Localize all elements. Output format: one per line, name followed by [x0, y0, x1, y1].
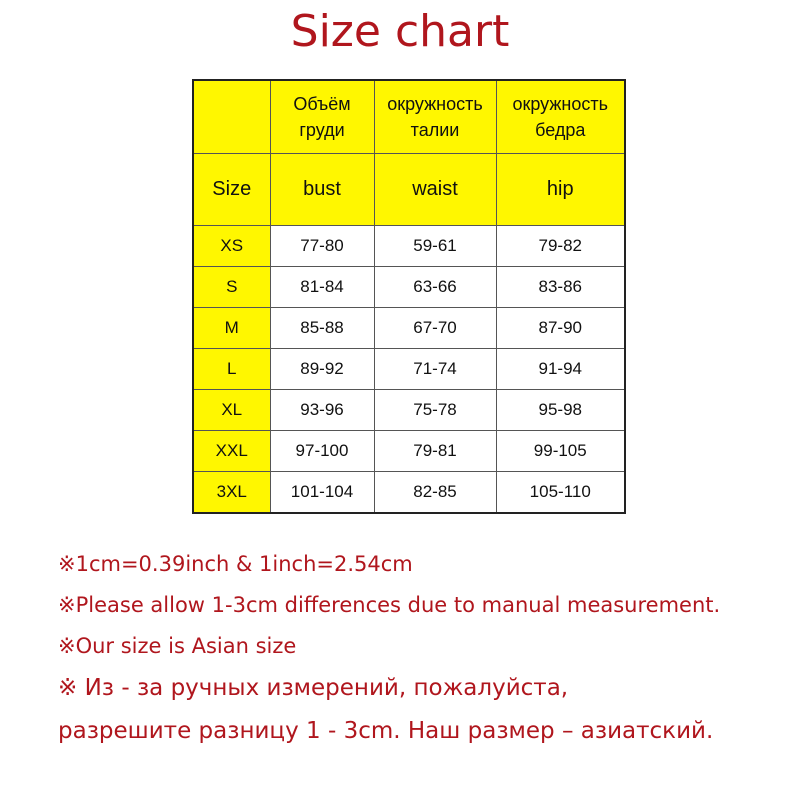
header-cell-waist-ru: окружность талии	[374, 80, 496, 154]
size-cell: XXL	[193, 431, 270, 472]
table-row	[193, 349, 625, 390]
note-conversion: ※1cm=0.39inch & 1inch=2.54cm	[58, 552, 413, 576]
size-cell: 3XL	[193, 472, 270, 514]
size-chart-table	[192, 79, 626, 514]
hip-cell: 99-105	[496, 431, 625, 472]
table-row	[193, 226, 625, 267]
header-cell-size: Size	[193, 154, 270, 226]
waist-cell: 71-74	[374, 349, 496, 390]
table-row	[193, 472, 625, 514]
bust-cell: 101-104	[270, 472, 374, 514]
table-row	[193, 267, 625, 308]
table-row	[193, 431, 625, 472]
size-cell: XL	[193, 390, 270, 431]
table-row	[193, 308, 625, 349]
table-row	[193, 390, 625, 431]
size-cell: L	[193, 349, 270, 390]
notes-section	[58, 544, 788, 753]
hip-cell: 87-90	[496, 308, 625, 349]
note-russian-line-2: разрешите разницу 1 - 3cm. Наш размер – азиатский.	[58, 718, 714, 744]
page-title: Size chart	[290, 6, 510, 57]
hip-cell: 95-98	[496, 390, 625, 431]
note-russian-line-1: ※ Из - за ручных измерений, пожалуйста,	[58, 675, 569, 701]
table-header-english	[193, 154, 625, 226]
hip-cell: 83-86	[496, 267, 625, 308]
bust-cell: 77-80	[270, 226, 374, 267]
hip-cell: 105-110	[496, 472, 625, 514]
header-cell-waist: waist	[374, 154, 496, 226]
hip-cell: 91-94	[496, 349, 625, 390]
waist-cell: 59-61	[374, 226, 496, 267]
header-cell-hip-ru: окружность бедра	[496, 80, 625, 154]
size-cell: S	[193, 267, 270, 308]
bust-cell: 93-96	[270, 390, 374, 431]
bust-cell: 97-100	[270, 431, 374, 472]
header-cell-bust: bust	[270, 154, 374, 226]
bust-cell: 85-88	[270, 308, 374, 349]
header-cell-bust-ru: Объём груди	[270, 80, 374, 154]
hip-cell: 79-82	[496, 226, 625, 267]
header-cell-hip: hip	[496, 154, 625, 226]
bust-cell: 81-84	[270, 267, 374, 308]
waist-cell: 79-81	[374, 431, 496, 472]
header-cell-empty	[193, 80, 270, 154]
size-cell: XS	[193, 226, 270, 267]
note-measurement-tolerance: ※Please allow 1-3cm differences due to manual measurement.	[58, 593, 721, 617]
table-header-russian	[193, 80, 625, 154]
waist-cell: 75-78	[374, 390, 496, 431]
waist-cell: 82-85	[374, 472, 496, 514]
bust-cell: 89-92	[270, 349, 374, 390]
waist-cell: 67-70	[374, 308, 496, 349]
note-asian-size: ※Our size is Asian size	[58, 634, 297, 658]
waist-cell: 63-66	[374, 267, 496, 308]
size-cell: M	[193, 308, 270, 349]
